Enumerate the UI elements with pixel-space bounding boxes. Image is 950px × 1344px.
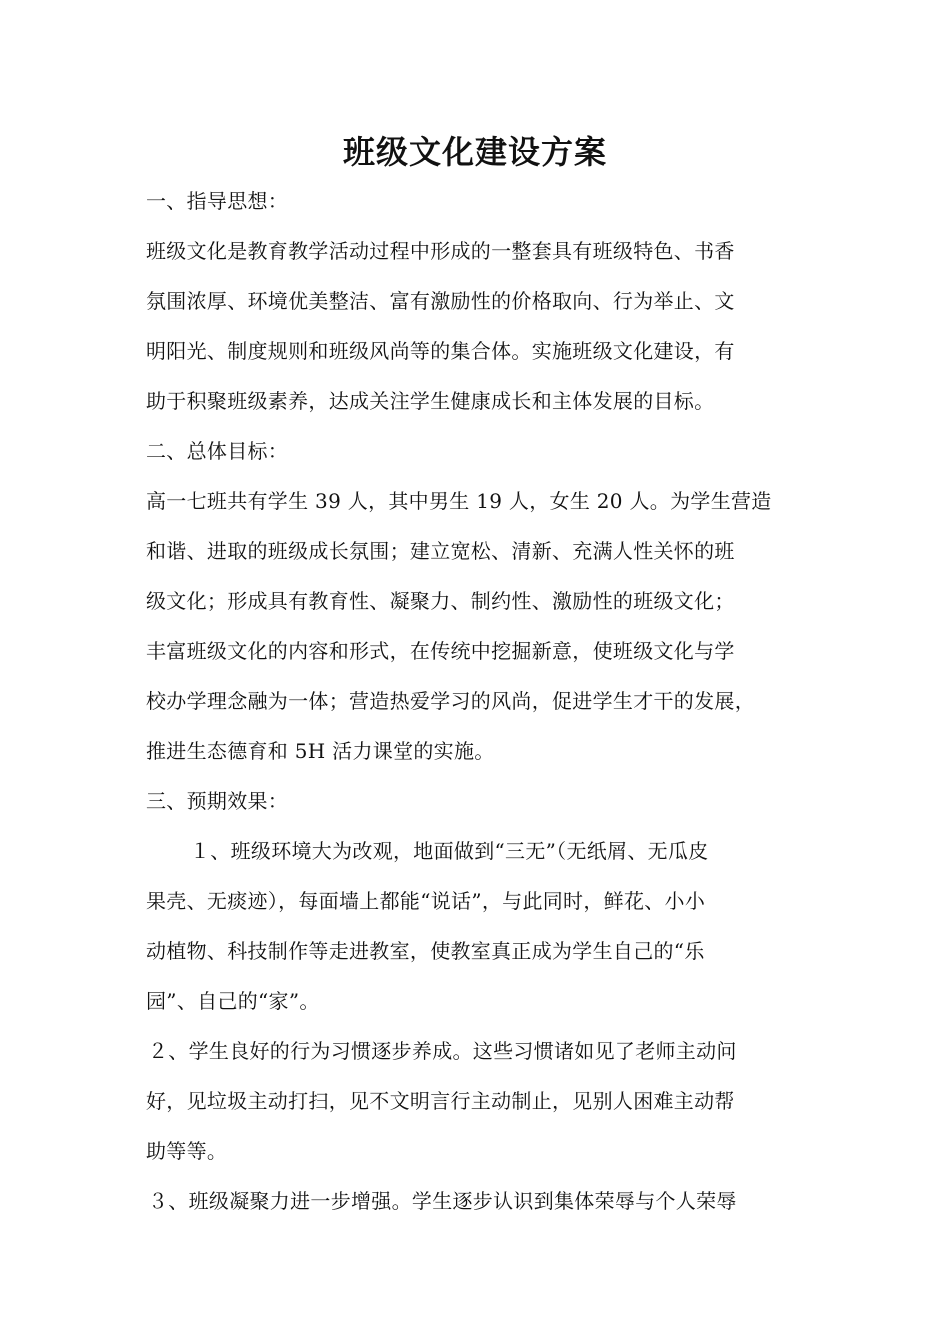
list-item-1-line: 动植物、科技制作等走进教室，使教室真正成为学生自己的“乐 [146,939,705,963]
paragraph-line: 级文化；形成具有教育性、凝聚力、制约性、激励性的班级文化； [146,589,735,613]
list-item-1-line: １、班级环境大为改观，地面做到“三无”（无纸屑、无瓜皮 [190,839,709,863]
heading-overall-goal: 二、总体目标： [146,439,289,463]
paragraph-line: 高一七班共有学生 39 人，其中男生 19 人，女生 20 人。为学生营造 [146,489,772,513]
list-item-1-line: 果壳、无痰迹），每面墙上都能“说话”，与此同时，鲜花、小小 [146,889,706,913]
document-title: 班级文化建设方案 [342,133,607,171]
list-item-3-line: ３、班级凝聚力进一步增强。学生逐步认识到集体荣辱与个人荣辱 [148,1189,737,1213]
paragraph-line: 校办学理念融为一体；营造热爱学习的风尚，促进学生才干的发展， [146,689,755,713]
list-item-1-line: 园”、自己的“家”。 [146,989,320,1013]
heading-guiding-thought: 一、指导思想： [146,189,289,213]
paragraph-line: 明阳光、制度规则和班级风尚等的集合体。实施班级文化建设，有 [146,339,735,363]
list-item-2-line: 助等等。 [146,1139,228,1163]
paragraph-line: 班级文化是教育教学活动过程中形成的一整套具有班级特色、书香 [146,239,735,263]
paragraph-line: 氛围浓厚、环境优美整洁、富有激励性的价格取向、行为举止、文 [146,289,735,313]
paragraph-line: 和谐、进取的班级成长氛围；建立宽松、清新、充满人性关怀的班 [146,539,735,563]
paragraph-line: 推进生态德育和 5H 活力课堂的实施。 [146,739,495,763]
heading-expected-effects: 三、预期效果： [146,789,289,813]
paragraph-line: 助于积聚班级素养，达成关注学生健康成长和主体发展的目标。 [146,389,715,413]
list-item-2-line: ２、学生良好的行为习惯逐步养成。这些习惯诸如见了老师主动问 [148,1039,737,1063]
list-item-2-line: 好，见垃圾主动打扫，见不文明言行主动制止，见别人困难主动帮 [146,1089,735,1113]
paragraph-line: 丰富班级文化的内容和形式，在传统中挖掘新意，使班级文化与学 [146,639,735,663]
